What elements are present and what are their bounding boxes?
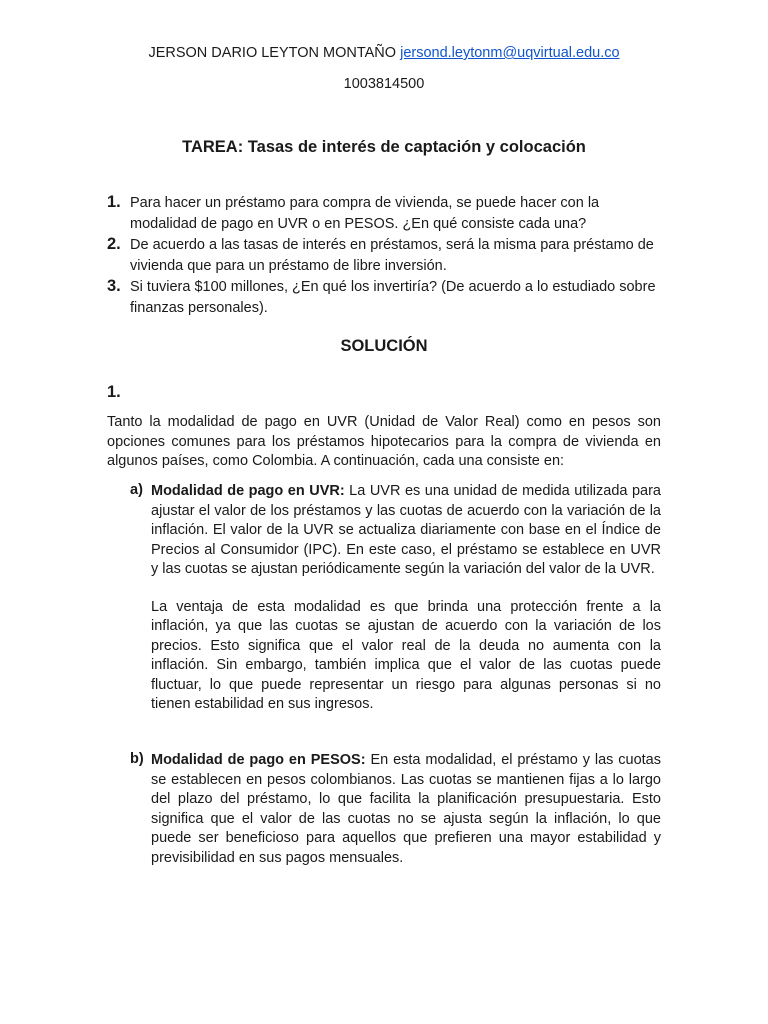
document-title: TAREA: Tasas de interés de captación y colocación (182, 138, 586, 156)
author-line (0, 45, 768, 61)
question-item (107, 235, 667, 276)
author-name: JERSON DARIO LEYTON MONTAÑO (148, 45, 397, 61)
question-number: 3. (107, 277, 121, 295)
item-marker: a) (130, 482, 143, 498)
question-text: De acuerdo a las tasas de interés en préstamos, será la misma para préstamo de vivienda que para un préstamo de libre inversión. (130, 237, 654, 274)
item-paragraph-2: La ventaja de esta modalidad es que brinda una protección frente a la inflación, ya que las cuotas se ajustan de acuerdo con la variación de los precios. Esto significa que el valor real de la deuda no aumenta con la inflación. Sin embargo, también implica que el valor de las cuotas puede fluctuar, lo que puede representar un riesgo para algunas personas si no tienen estabilidad en sus ingresos. (151, 598, 661, 712)
question-item (107, 193, 667, 234)
solution-title: SOLUCIÓN (340, 337, 428, 355)
id-number: 1003814500 (343, 76, 425, 92)
item-text: En esta modalidad, el préstamo y las cuotas se establecen en pesos colombianos. Las cuotas se mantienen fijas a lo largo del plazo del préstamo, lo que facilita la planificación presupuestaria. Esto significa que el valor de las cuotas no se ajusta según la inflación, lo que puede ser beneficioso para aquellos que prefieren una mayor estabilidad y previsibilidad en sus pagos mensuales. (151, 752, 661, 866)
questions-list (107, 193, 667, 318)
list-item-uvr (130, 482, 661, 715)
item-paragraph (151, 482, 661, 580)
question-number: 1. (107, 193, 121, 211)
item-heading: Modalidad de pago en PESOS: (151, 752, 366, 768)
email-link[interactable]: jersond.leytonm@uqvirtual.edu.co (400, 45, 620, 61)
item-paragraph (151, 751, 661, 868)
item-marker: b) (130, 751, 144, 767)
item-heading: Modalidad de pago en UVR: (151, 483, 345, 499)
item-text: La UVR es una unidad de medida utilizada para ajustar el valor de los préstamos y las cuotas de acuerdo con la variación de la inflación. El valor de la UVR se actualiza diariamente con base en el Índice de Precios al Consumidor (IPC). En este caso, el préstamo se establece en UVR y las cuotas se ajustan periódicamente según la variación del valor de la UVR. (151, 483, 661, 577)
section-number: 1. (107, 383, 121, 401)
question-number: 2. (107, 235, 121, 253)
list-item-pesos (130, 751, 661, 868)
question-item (107, 277, 667, 318)
intro-paragraph: Tanto la modalidad de pago en UVR (Unidad de Valor Real) como en pesos son opciones comunes para los préstamos hipotecarios para la compra de vivienda en algunos países, como Colombia. A continuación, cada una consiste en: (107, 414, 661, 469)
question-text: Para hacer un préstamo para compra de vivienda, se puede hacer con la modalidad de pago en UVR o en PESOS. ¿En qué consiste cada una? (130, 195, 600, 232)
question-text: Si tuviera $100 millones, ¿En qué los invertiría? (De acuerdo a lo estudiado sobre finanzas personales). (130, 279, 656, 316)
